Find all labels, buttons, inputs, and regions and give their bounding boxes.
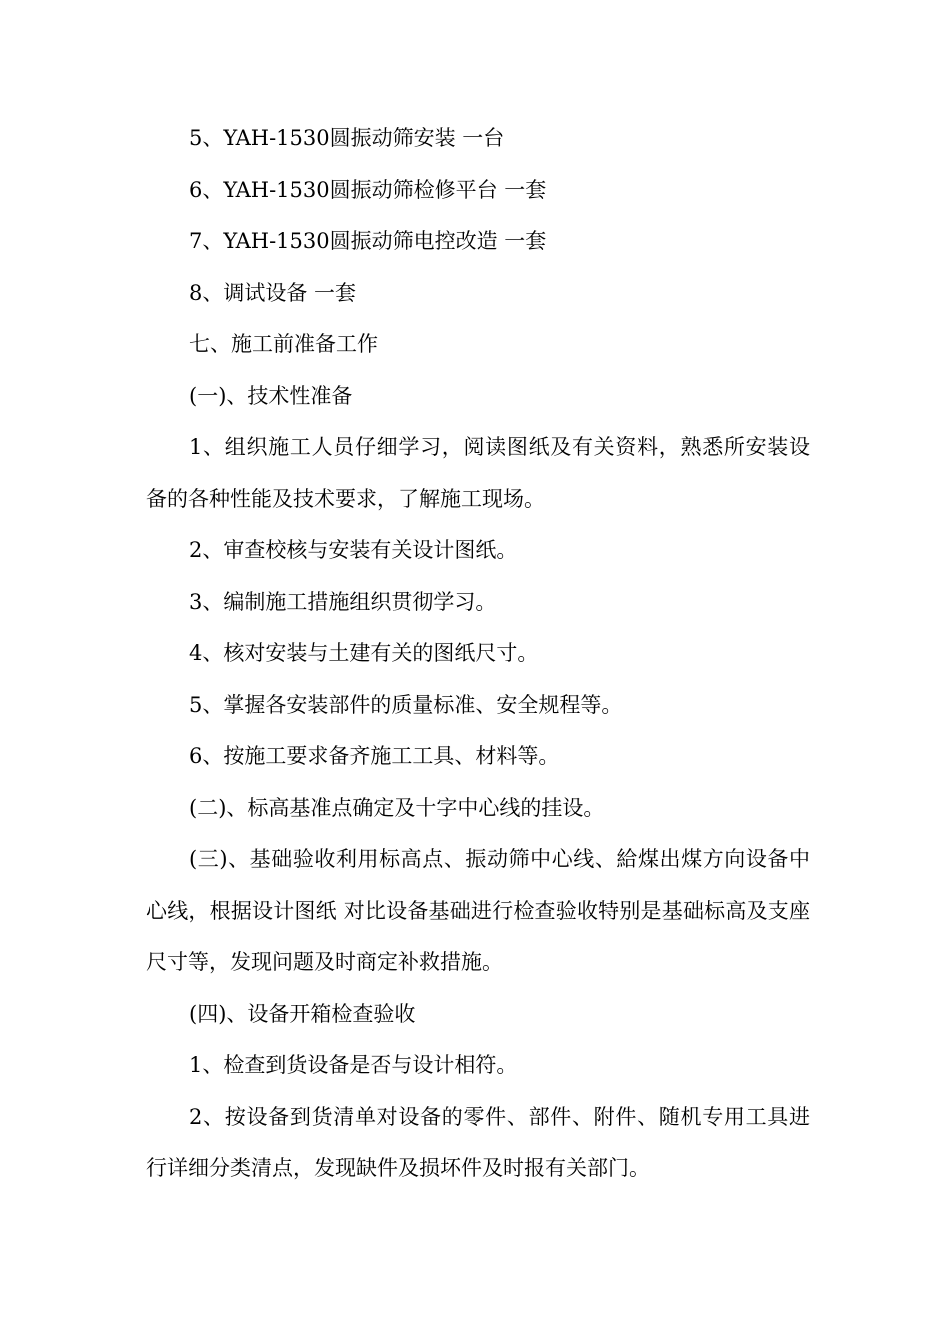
paragraph-study-drawings: 1、组织施工人员仔细学习，阅读图纸及有关资料，熟悉所安装设备的各种性能及技术要求，了解施工现场。: [146, 435, 810, 511]
subsection-heading-benchmark: (二)、标高基准点确定及十字中心线的挂设。: [189, 795, 605, 820]
subsection-foundation-acceptance: (三)、基础验收利用标高点、振动筛中心线、給煤出煤方向设备中心线，根据设计图纸 对比设备基础进行检查验收特别是基础标高及支座尺寸等，发现问题及时商定补救措施。: [146, 847, 810, 974]
subsection-heading-technical: (一)、技术性准备: [189, 383, 353, 408]
paragraph-tools-materials: 6、按施工要求备齐施工工具、材料等。: [189, 744, 560, 768]
paragraph-item-5-install: 5、YAH-1530圆振动筛安装 一台: [189, 126, 505, 150]
paragraph-item-6-platform: 6、YAH-1530圆振动筛检修平台 一套: [189, 177, 547, 202]
document-body: [146, 113, 810, 1195]
paragraph-construction-measures: 3、编制施工措施组织贯彻学习。: [189, 589, 497, 614]
paragraph-quality-standards: 5、掌握各安装部件的质量标准、安全规程等。: [189, 692, 623, 717]
subsection-heading-unpacking: (四)、设备开箱检查验收: [189, 1001, 416, 1026]
paragraph-item-7-electric-control: 7、YAH-1530圆振动筛电控改造 一套: [189, 229, 547, 253]
paragraph-check-dimensions: 4、核对安装与土建有关的图纸尺寸。: [189, 641, 539, 665]
paragraph-inventory-check: 2、按设备到货清单对设备的零件、部件、附件、随机专用工具进行详细分类清点，发现缺件及损坏件及时报有关部门。: [146, 1104, 810, 1180]
paragraph-item-8-debug: 8、调试设备 一套: [189, 280, 357, 305]
paragraph-review-drawings: 2、审查校核与安装有关设计图纸。: [189, 538, 518, 562]
section-heading-preparation: 七、施工前准备工作: [189, 332, 378, 356]
paragraph-check-delivery: 1、检查到货设备是否与设计相符。: [189, 1053, 518, 1077]
